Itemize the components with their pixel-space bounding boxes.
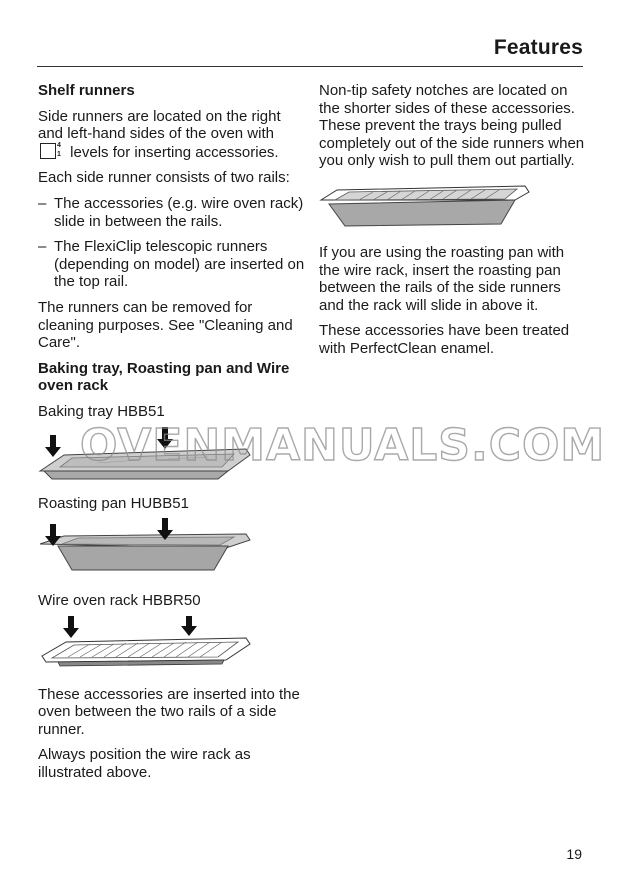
accessories-heading: Baking tray, Roasting pan and Wire oven rack: [38, 359, 290, 395]
rails-list: [38, 195, 306, 291]
tray-with-rack-illustration: [319, 178, 533, 234]
perfectclean-paragraph: These accessories have been treated with PerfectClean enamel.: [319, 322, 570, 357]
watermark: OVENMANUALS.COM: [80, 420, 606, 471]
arrow-down-icon: [157, 427, 173, 449]
right-column: [319, 82, 585, 366]
wire-rack-caption: Wire oven rack HBBR50: [38, 592, 201, 610]
shelf-p1-text-a: Side runners are located on the right and left-hand sides of the oven with: [38, 107, 281, 143]
arrow-down-icon: [181, 616, 197, 636]
shelf-runners-paragraph-3: The runners can be removed for cleaning purposes. See "Cleaning and Care".: [38, 298, 293, 352]
left-column: [38, 82, 306, 790]
shelf-runners-paragraph-2: Each side runner consists of two rails:: [38, 169, 290, 187]
wire-rack-illustration: [38, 616, 252, 676]
shelf-levels-icon: [40, 141, 61, 159]
list-item: [38, 238, 306, 291]
page-title: Features: [493, 36, 583, 59]
baking-tray-illustration: [38, 427, 252, 485]
arrow-down-icon: [63, 616, 79, 638]
header-rule: [37, 66, 583, 67]
accessories-paragraph-2: Always position the wire rack as illustrated above.: [38, 746, 251, 782]
roasting-pan-illustration: [38, 518, 252, 582]
shelf-runners-paragraph-1: [38, 108, 306, 162]
shelf-p1-text-b: levels for inserting accessories.: [70, 143, 279, 161]
list-item: [38, 195, 306, 230]
level-top-number: 4: [57, 141, 61, 149]
arrow-down-icon: [45, 435, 61, 457]
accessories-paragraph-1: These accessories are inserted into the oven between the two rails of a side runner.: [38, 685, 300, 738]
dash-bullet: –: [38, 238, 47, 256]
roasting-pan-caption: Roasting pan HUBB51: [38, 494, 189, 512]
level-bottom-number: 1: [57, 150, 61, 158]
list-item-text: The FlexiClip telescopic runners (depending on model) are inserted on the top rail.: [54, 238, 305, 291]
safety-notches-paragraph: Non-tip safety notches are located on the shorter sides of these accessories. These prevent the trays being pulled completely out of the side runners when you only wish to pull them out partially.: [319, 82, 585, 170]
roasting-pan-with-rack-paragraph: If you are using the roasting pan with the wire rack, insert the roasting pan between the rails of the side runners and the rack will slide in above it.: [319, 243, 565, 314]
page-number: 19: [566, 846, 582, 862]
list-item-text: The accessories (e.g. wire oven rack) slide in between the rails.: [54, 194, 304, 230]
dash-bullet: –: [38, 194, 47, 212]
shelf-runners-heading: Shelf runners: [38, 82, 135, 99]
baking-tray-caption: Baking tray HBB51: [38, 402, 165, 420]
